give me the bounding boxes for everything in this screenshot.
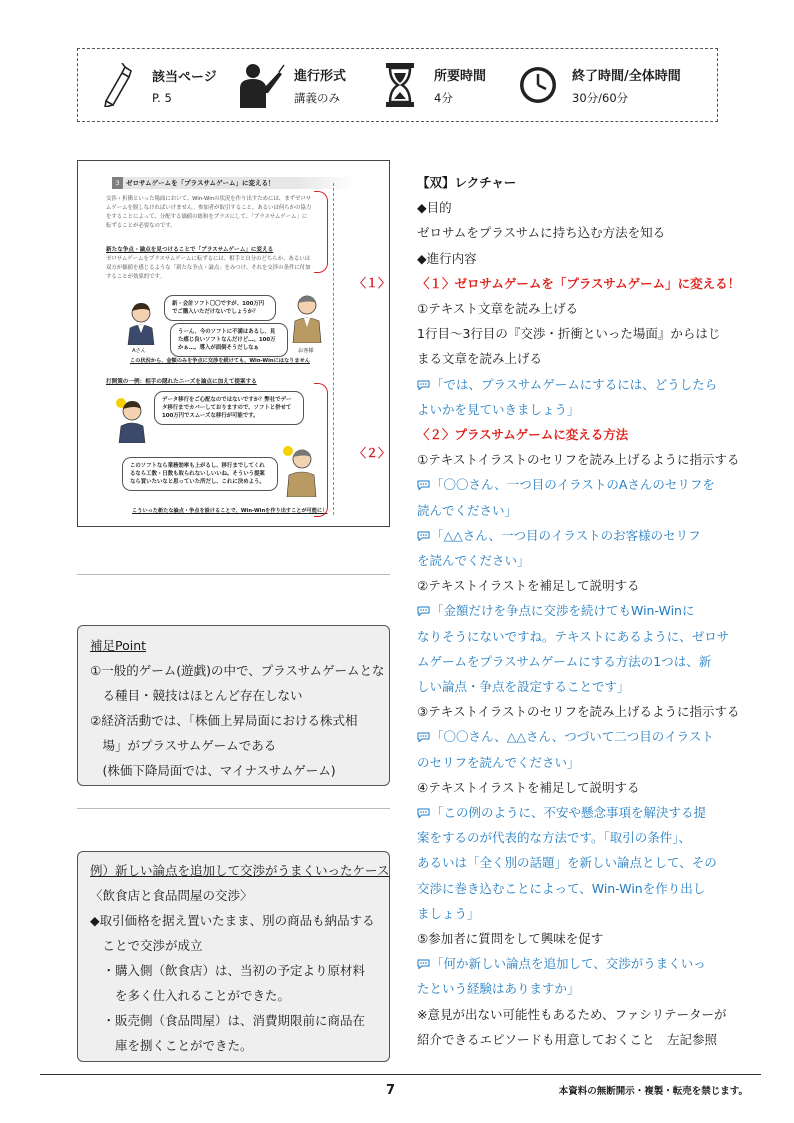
lecture-text: ②テキストイラストを補足して説明する xyxy=(417,578,640,594)
example-case-box xyxy=(77,851,390,1062)
lecture-text: のセリフを読んでください」 xyxy=(417,754,580,770)
brace-1 xyxy=(314,191,328,273)
script-line xyxy=(417,800,706,825)
lecture-text: 〈１〉ゼロサムゲームを「プラスサムゲーム」に変える！ xyxy=(417,275,741,291)
example-line: 庫を捌くことができた。 xyxy=(90,1038,253,1053)
lecture-line xyxy=(417,246,477,271)
lecture-text: ムゲームをプラスサムゲームにする方法の1つは、新 xyxy=(417,653,712,669)
divider-2 xyxy=(77,808,390,809)
info-format xyxy=(234,59,374,111)
point-line: ①一般的ゲーム(遊戯)の中で、プラスサムゲームとな xyxy=(90,663,385,678)
script-line xyxy=(417,901,480,926)
info-end-time-value: 30分/60分 xyxy=(572,90,629,105)
lecture-text: よいかを見ていきましょう」 xyxy=(417,401,580,417)
slide-example-head: 打開策の一例：相手の隠れたニーズを論点に加えて提案する xyxy=(106,379,257,385)
script-line xyxy=(417,750,580,775)
speech-bubble-icon xyxy=(417,732,430,742)
footer-divider xyxy=(40,1074,761,1075)
info-format-label: 進行形式 xyxy=(294,68,347,84)
script-line xyxy=(417,498,517,523)
divider-1 xyxy=(77,574,390,575)
lecture-text: 読んでください」 xyxy=(417,502,518,518)
person-a-proposing-illustration xyxy=(114,397,148,447)
script-line xyxy=(417,598,694,623)
example-line: ・購入側（飲食店）は、当初の予定より原材料 xyxy=(90,963,366,978)
lecture-text: まる文章を読み上げる xyxy=(417,351,543,367)
lecture-line xyxy=(417,447,739,472)
lecture-line xyxy=(417,321,720,346)
clock-icon xyxy=(512,59,564,111)
person-a-illustration xyxy=(124,301,158,349)
label-customer: お客様 xyxy=(298,348,314,354)
step-heading xyxy=(417,271,740,296)
speech-bubble-icon xyxy=(417,959,430,969)
info-end-time-label: 終了時間/全体時間 xyxy=(572,68,681,84)
marker-1: 〈１〉 xyxy=(354,276,391,290)
marker-2: 〈２〉 xyxy=(354,446,391,460)
script-line xyxy=(417,724,714,749)
script-line xyxy=(417,674,630,699)
info-page-value: P. 5 xyxy=(152,90,172,105)
hourglass-icon xyxy=(374,59,426,111)
speech-bubble-icon xyxy=(417,380,430,390)
page-number: 7 xyxy=(386,1083,396,1098)
speech-bubble-decision: このソフトなら業務効率も上がるし、移行までしてくれるなら工数・日数も取られないしいいね。そういう提案なら買いたいなと思っていた所だし、これに決めよう。 xyxy=(122,457,278,491)
lecture-line xyxy=(417,926,603,951)
slide-section-text: ゼロサムゲームをプラスサムゲームに転ずるには、相手と自分のどちらか、あるいは双方が価値を感じるような「新たな争点・論点」をみつけ、それを交渉の条件に付加することが効果的です。 xyxy=(106,256,311,280)
lecture-text: 「金額だけを争点に交渉を続けてもWin-Winに xyxy=(431,603,695,619)
lecture-text: を読んでください」 xyxy=(417,553,530,568)
lecture-text: 「何か新しい論点を追加して、交渉がうまくいっ xyxy=(431,956,706,972)
lecture-text: 紹介できるエピソードも用意しておくこと 左記参照 xyxy=(417,1031,718,1047)
script-line xyxy=(417,372,717,397)
info-duration-value: 4分 xyxy=(434,90,453,105)
point-line: ②経済活動では、「株価上昇局面における株式相 xyxy=(90,713,358,728)
pen-icon xyxy=(92,59,144,111)
slide-section-head: 新たな争点・論点を見つけることで「プラスサムゲーム」に変える xyxy=(106,247,274,253)
label-person-a: Aさん xyxy=(132,348,146,354)
lecture-text: 交渉に巻き込むことによって、Win-Winを作り出し xyxy=(417,880,706,896)
lecture-text: ①テキストイラストのセリフを読み上げるように指示する xyxy=(417,452,740,468)
brace-2 xyxy=(314,383,328,517)
lecture-line xyxy=(417,346,542,371)
lecture-text: 【双】レクチャー xyxy=(417,175,517,190)
info-page-label: 該当ページ xyxy=(152,69,217,85)
example-line: ・販売側（食品問屋）は、消費期限前に商品在 xyxy=(90,1013,366,1028)
script-line xyxy=(417,548,530,573)
point-line: (株価下降局面では、マイナスサムゲーム) xyxy=(90,763,336,778)
speech-bubble-icon xyxy=(417,480,430,490)
speech-bubble-icon xyxy=(417,531,430,541)
lecture-text: 案をするのが代表的な方法です。「取引の条件」、 xyxy=(417,830,692,846)
speech-bubble-icon xyxy=(417,606,430,616)
slide-caption-1: この状況から、金額のみを争点に交渉を続けても、Win-Winにはなりません xyxy=(130,358,310,364)
lecture-text: ゼロサムをプラスサムに持ち込む方法を知る xyxy=(417,225,666,241)
lecture-text: ⑤参加者に質問をして興味を促す xyxy=(417,931,604,946)
lecture-line xyxy=(417,573,639,598)
script-line xyxy=(417,951,706,976)
lecture-line xyxy=(417,1027,717,1052)
script-line xyxy=(417,876,705,901)
lecture-line xyxy=(417,220,665,245)
lecture-text: ※意見が出ない可能性もあるため、ファシリテーターが xyxy=(417,1006,727,1022)
copyright-notice: 本資料の無断開示・複製・転売を禁じます。 xyxy=(558,1086,748,1097)
customer-satisfied-illustration xyxy=(282,445,318,501)
lecture-line xyxy=(417,296,578,321)
lecture-text: ③テキストイラストのセリフを読み上げるように指示する xyxy=(417,704,740,720)
info-page xyxy=(92,59,234,111)
example-line: 〈飲食店と食品問屋の交渉〉 xyxy=(90,888,253,903)
example-line: ◆取引価格を据え置いたまま、別の商品も納品する xyxy=(90,913,375,928)
lecture-text: ◆進行内容 xyxy=(417,250,477,266)
point-line: る種目・競技はほとんど存在しない xyxy=(90,688,303,703)
lecture-text: あるいは「全く別の話題」を新しい論点として、その xyxy=(417,855,717,871)
lecture-line xyxy=(417,775,639,800)
example-line: を多く仕入れることができた。 xyxy=(90,988,291,1003)
lecture-text: ①テキスト文章を読み上げる xyxy=(417,301,578,316)
speech-bubble-proposal: データ移行をご心配なのではないですか？弊社でデータ移行までカバーしておりますので、ソフトと併せて100万円でスムーズな移行が可能です。 xyxy=(154,391,304,425)
lecture-line xyxy=(417,699,739,724)
supplement-point-box xyxy=(77,625,390,786)
lecture-text: ④テキストイラストを補足して説明する xyxy=(417,779,640,795)
lecture-text: なりそうにないですね。テキストにあるように、ゼロサ xyxy=(417,628,730,644)
lecture-line xyxy=(417,170,516,195)
lecture-text: ◆目的 xyxy=(417,200,452,216)
lecture-text: たという経験はありますか」 xyxy=(417,981,580,997)
lecture-text: 「△△さん、一つ目のイラストのお客様のセリフ xyxy=(431,527,701,543)
speech-bubble-customer: うーん、今のソフトに不満はあるし、見た感じ良いソフトなんだけど…。100万かぁ…。導入が面倒そうだしなぁ xyxy=(170,323,288,357)
lecture-text: ましょう」 xyxy=(417,905,480,921)
example-title: 例）新しい論点を追加して交渉がうまくいったケース xyxy=(90,863,390,878)
script-line xyxy=(417,825,691,850)
slide-intro: 交渉・折衝といった場面において、Win-Winの状況を作り出すためには、まずゼロサムゲームを脱しなければいけません。参加者が取引すること、あるいは何らかの協力をすることによって、分配する価値の総和をプラスにして、「プラスサムゲーム」に転ずることが必要なのです。 xyxy=(106,196,312,229)
lecture-text: 「〇〇さん、一つ目のイラストのAさんのセリフを xyxy=(431,477,715,493)
info-duration-label: 所要時間 xyxy=(434,68,487,84)
speech-bubble-a: 新・会計ソフト〇〇ですが、100万円でご購入いただけないでしょうか？ xyxy=(164,295,276,321)
slide-number: 3 xyxy=(112,177,123,189)
slide-thumbnail xyxy=(77,160,390,527)
info-duration xyxy=(374,59,512,111)
info-format-value: 講義のみ xyxy=(294,90,340,105)
script-line xyxy=(417,624,729,649)
script-line xyxy=(417,976,580,1001)
lecture-text: 〈２〉プラスサムゲームに変える方法 xyxy=(417,427,629,442)
point-title: 補足Point xyxy=(90,638,147,653)
speech-bubble-icon xyxy=(417,808,430,818)
lecture-text: 「では、プラスサムゲームにするには、どうしたら xyxy=(431,376,718,392)
script-line xyxy=(417,523,701,548)
script-line xyxy=(417,649,711,674)
lecture-line xyxy=(417,195,452,220)
step-heading xyxy=(417,422,628,447)
lecturer-icon xyxy=(234,59,286,111)
script-line xyxy=(417,397,580,422)
script-line xyxy=(417,850,717,875)
info-end-time xyxy=(512,59,681,111)
slide-divider xyxy=(333,183,334,515)
example-line: ことで交渉が成立 xyxy=(90,938,203,953)
lecture-line xyxy=(417,1002,726,1027)
customer-illustration xyxy=(290,293,324,347)
lecture-text: しい論点・争点を設定することです」 xyxy=(417,679,630,694)
lecture-text: 「〇〇さん、△△さん、つづいて二つ目のイラスト xyxy=(431,729,714,745)
slide-title: ゼロサムゲームを「プラスサムゲーム」に変える！ xyxy=(112,177,356,189)
script-line xyxy=(417,472,715,497)
lecture-text: 1行目～3行目の『交渉・折衝といった場面』からはじ xyxy=(417,326,721,342)
slide-caption-2: こういった新たな論点・争点を設けることで、Win-Winを作り出すことが可能に！ xyxy=(132,508,328,514)
lecture-text: 「この例のように、不安や懸念事項を解決する提 xyxy=(431,805,707,820)
session-info-box xyxy=(77,48,718,122)
point-line: 場」がプラスサムゲームである xyxy=(90,738,277,753)
